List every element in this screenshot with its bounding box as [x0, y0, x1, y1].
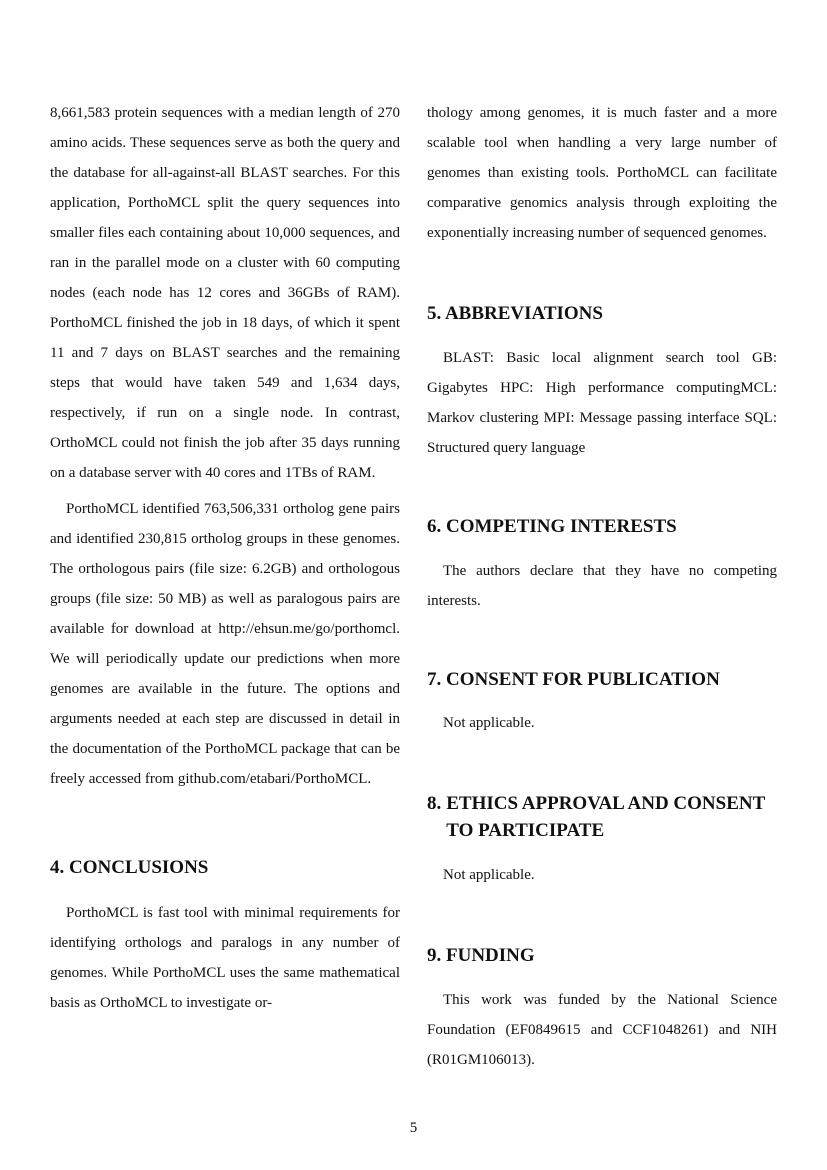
paragraph-results-runtime: 8,661,583 protein sequences with a median length of 270 amino acids. These sequences serve as both the query and the database for all-against-all BLAST searches. For this application, PorthoMCL split the query sequences into smaller files each containing about 10,000 sequences, and ran in the parallel mode on a cluster with 60 computing nodes (each node has 12 cores and 36GBs of RAM). PorthoMCL finished the job in 18 days, of which it spent 11 and 7 days on BLAST searches and the remaining steps that would have taken 549 and 1,634 days, respectively, if run on a single node. In contrast, OrthoMCL could not finish the job after 35 days running on a database server with 40 cores and 1TBs of RAM. [50, 105, 400, 481]
section-title-ethics: ETHICS APPROVAL AND CONSENT TO PARTICIPATE [446, 793, 765, 841]
section-number-ethics: 8. [427, 793, 442, 814]
section-heading-abbreviations: 5. ABBREVIATIONS [427, 303, 603, 324]
paragraph-funding: This work was funded by the National Science Foundation (EF0849615 and CCF1048261) and NIH (R01GM106013). [427, 992, 777, 1068]
paragraph-conclusions: PorthoMCL is fast tool with minimal requirements for identifying orthologs and paralogs in any number of genomes. While PorthoMCL uses the same mathematical basis as OrthoMCL to investigate or- [50, 905, 400, 1011]
section-heading-funding: 9. FUNDING [427, 945, 535, 966]
page-number: 5 [409, 1120, 418, 1136]
paragraph-conclusions-continued: thology among genomes, it is much faster and a more scalable tool when handling a very large number of genomes than existing tools. PorthoMCL can facilitate comparative genomics analysis through exploiting the exponentially increasing number of sequenced genomes. [427, 105, 777, 241]
paragraph-consent-publication: Not applicable. [443, 715, 535, 731]
paragraph-ethics: Not applicable. [443, 867, 535, 883]
section-heading-conclusions: 4. CONCLUSIONS [50, 857, 209, 878]
paragraph-abbreviations: BLAST: Basic local alignment search tool GB: Gigabytes HPC: High performance computingMCL: Markov clustering MPI: Message passing interface SQL: Structured query language [427, 350, 777, 456]
section-heading-ethics [427, 790, 777, 844]
right-column [427, 98, 777, 1075]
paragraph-results-orthologs: PorthoMCL identified 763,506,331 ortholog gene pairs and identified 230,815 ortholog groups in these genomes. The orthologous pairs (file size: 6.2GB) and orthologous groups (file size: 50 MB) as well as paralogous pairs are available for download at http://ehsun.me/go/porthomcl. We will periodically update our predictions when more genomes are available in the future. The options and arguments needed at each step are discussed in detail in the documentation of the PorthoMCL package that can be freely accessed from github.com/etabari/PorthoMCL. [50, 501, 400, 787]
left-column [50, 98, 400, 1018]
paragraph-competing-interests: The authors declare that they have no competing interests. [427, 563, 777, 609]
section-heading-competing-interests: 6. COMPETING INTERESTS [427, 516, 677, 537]
section-heading-consent-publication: 7. CONSENT FOR PUBLICATION [427, 669, 720, 690]
